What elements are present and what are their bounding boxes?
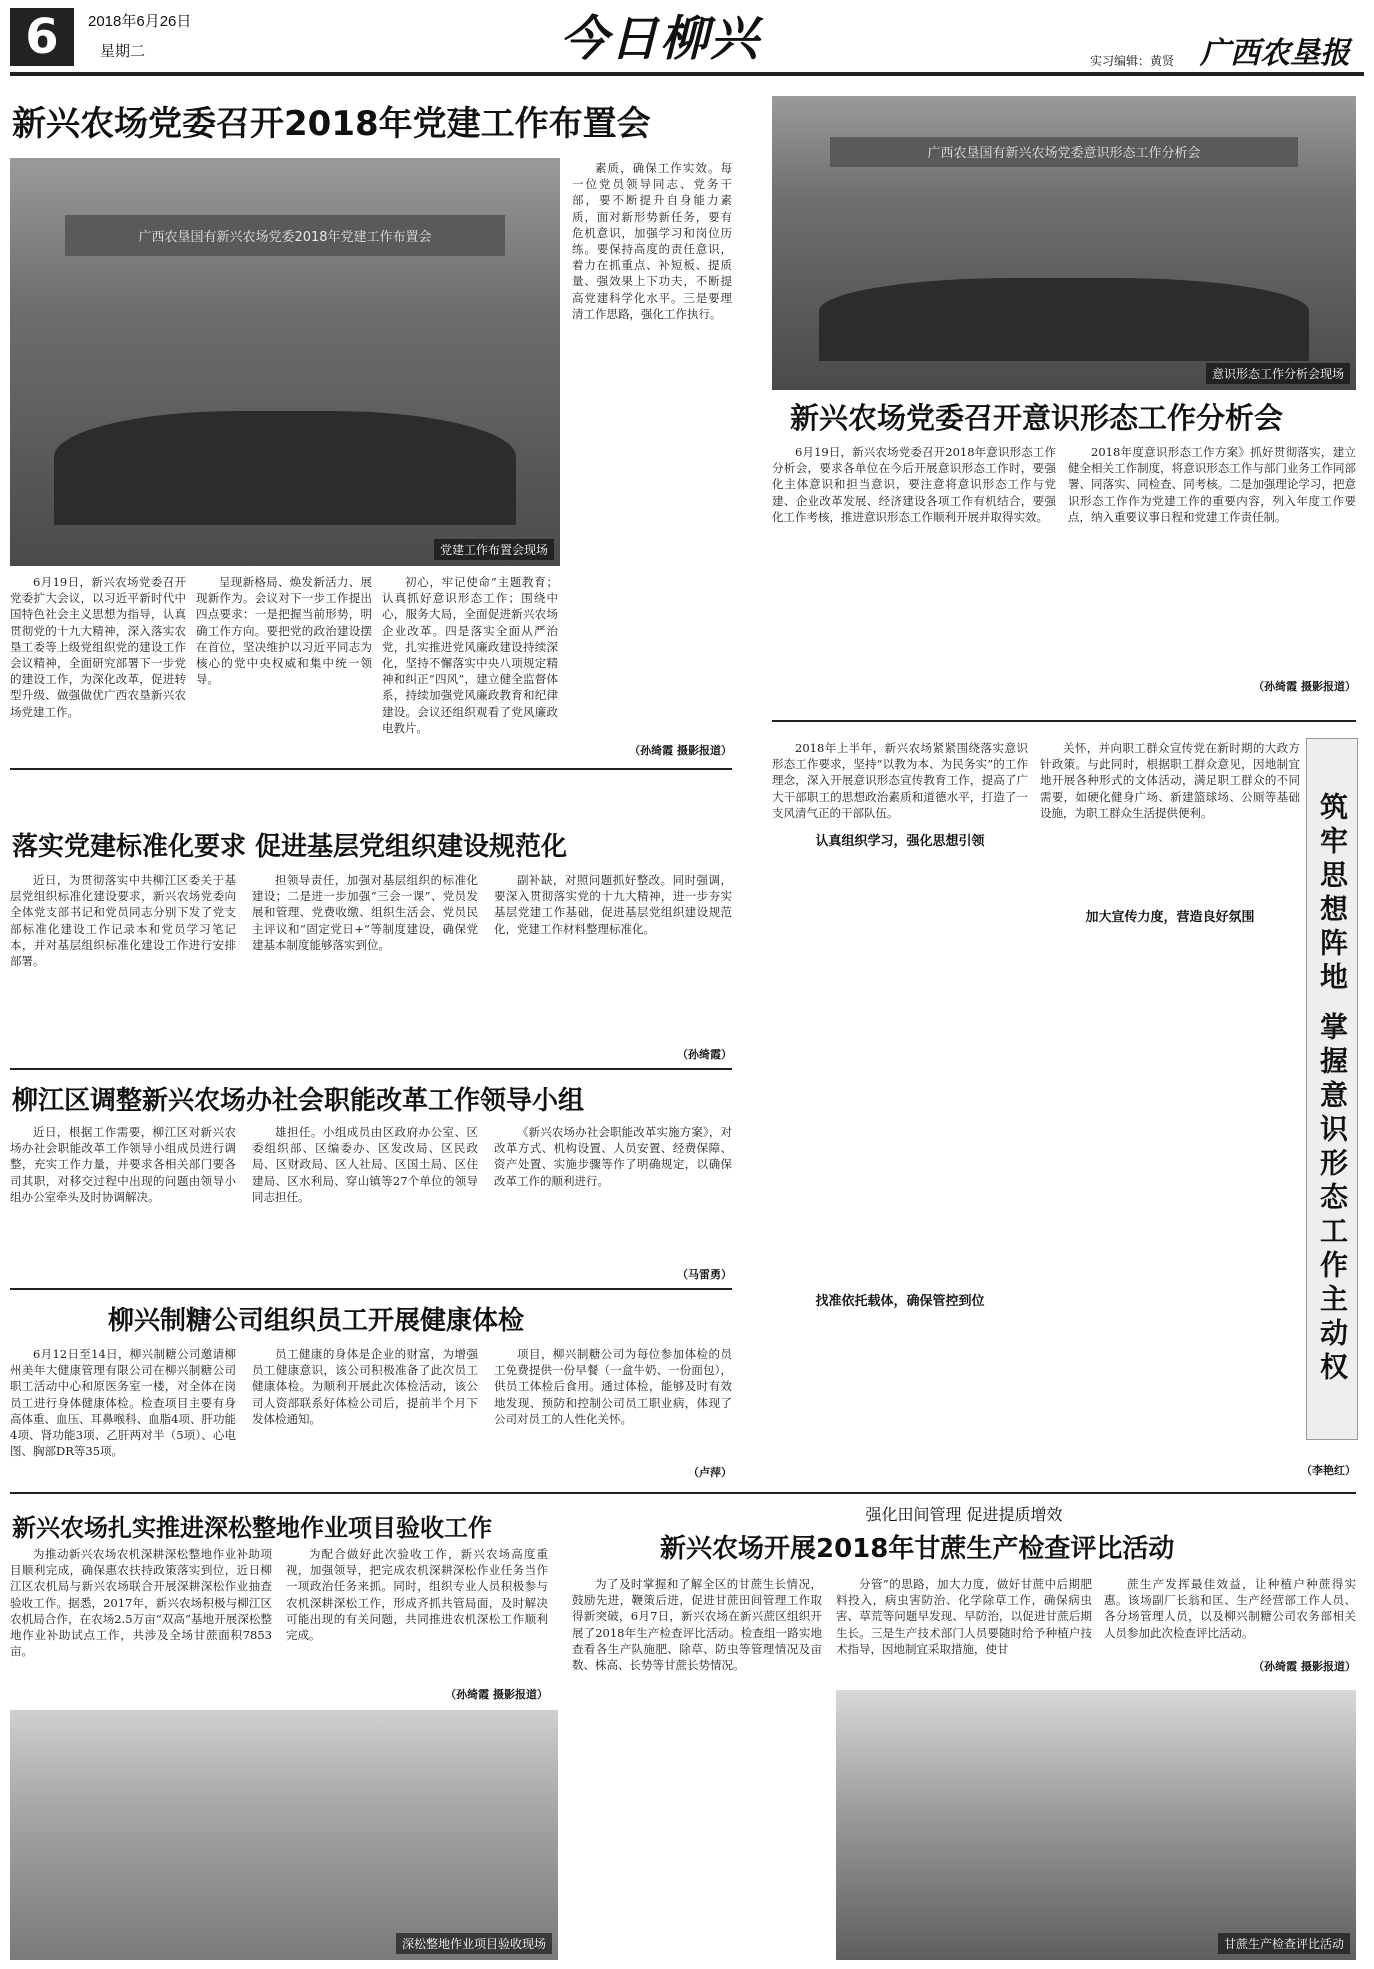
a7-col2-body	[1040, 928, 1300, 1448]
a1-photo-table	[54, 411, 516, 525]
a1-col3-text: 初心，牢记使命”主题教育；认真抓好意识形态工作；围绕中心，服务大局，全面促进新兴农场企业改革。四是落实全面从严治党，扎实推进党风廉政建设持续深化，坚持不懈落实中央八项规定精神和纠正“四风”，建立健全监督体系，持续加强党风廉政教育和纪律建设。会议还组织观看了党风廉政电教片。	[382, 575, 558, 734]
a5-col2	[252, 1346, 478, 1476]
a4-col2-text: 雄担任。小组成员由区政府办公室、区委组织部、区编委办、区发改局、区民政局、区财政局、区人社局、区国土局、区住建局、区水利局、穿山镇等27个单位的领导同志担任。	[252, 1125, 478, 1204]
a8-photo-caption: 甘蔗生产检查评比活动	[1218, 1933, 1350, 1954]
a3-rule	[10, 1068, 732, 1070]
a7-subhead-1: 认真组织学习，强化思想引领	[815, 834, 985, 849]
a1-col1	[10, 574, 186, 734]
a4-col1	[10, 1124, 236, 1264]
a2-photo-caption: 意识形态工作分析会现场	[1206, 363, 1350, 384]
a2-col1	[772, 444, 1056, 704]
a4-headline: 柳江区调整新兴农场办社会职能改革工作领导小组	[12, 1086, 585, 1116]
a5-rule	[10, 1492, 1356, 1494]
a2-byline: （孙绮霞 摄影报道）	[1253, 680, 1356, 693]
a1-headline: 新兴农场党委召开2018年党建工作布置会	[12, 104, 651, 144]
page-number: 6	[10, 8, 74, 66]
a1-rule	[10, 768, 732, 770]
a8-col1-text: 为了及时掌握和了解全区的甘蔗生长情况，鼓励先进，鞭策后进，促进甘蔗田间管理工作取得新突破，6月7日，新兴农场在新兴蔗区组织开展了2018年生产检查评比活动。检查组一路实地查看各生产队施肥、除草、防虫等管理情况及亩数、株高、长势等甘蔗长势情况。	[572, 1577, 822, 1673]
a8-col3-text: 蔗生产发挥最佳效益，让种植户种蔗得实惠。该场副厂长翁和匡、生产经营部工作人员、各分场管理人员，以及柳兴制糖公司农务部相关人员参加此次检查评比活动。	[1104, 1577, 1356, 1640]
a4-col2	[252, 1124, 478, 1264]
a7-col2-text: 关怀，并向职工群众宣传党在新时期的大政方针政策。与此同时，根据职工群众意见，因地制宜地开展各种形式的文体活动，满足职工群众的不同需要，如硬化健身广场、新建篮球场、公厕等基础设施，为职工群众生活提供便利。	[1040, 741, 1300, 820]
a1-col2-text: 呈现新格局、焕发新活力、展现新作为。会议对下一步工作提出四点要求：一是把握当前形势，明确工作方向。要把党的政治建设摆在首位，坚决维护以习近平同志为核心的党中央权威和集中统一领导。	[196, 575, 372, 687]
a6-headline: 新兴农场扎实推进深松整地作业项目验收工作	[12, 1514, 492, 1542]
a6-col1	[10, 1546, 272, 1696]
a7-col1-body-2	[772, 1312, 1028, 1480]
a2-col1-text: 6月19日，新兴农场党委召开2018年意识形态工作分析会，要求各单位在今后开展意识形态工作时，要强化主体意识和担当意识，要注意将意识形态工作与党建、企业改革发展、经济建设各项工作有机结合，要强化工作考核，推进意识形态工作顺利开展并取得实效。	[772, 445, 1056, 524]
a1-photo-banner: 广西农垦国有新兴农场党委2018年党建工作布置会	[65, 215, 505, 256]
a5-col3	[494, 1346, 732, 1456]
a4-byline: （马雷勇）	[677, 1268, 732, 1281]
paper-logo: 广西农垦报	[1200, 36, 1350, 71]
a7-subhead-3: 找准依托载体，确保管控到位	[815, 1294, 985, 1309]
a3-col2	[252, 872, 478, 1042]
a3-col2-text: 担领导责任，加强对基层组织的标准化建设；二是进一步加强“三会一课”、党员发展和管理、党费收缴、组织生活会、党员民主评议和“固定党日+”等制度建设，确保党建基本制度能够落实到位。	[252, 873, 478, 952]
a8-col3	[1104, 1576, 1356, 1652]
a4-col3	[494, 1124, 732, 1264]
issue-weekday: 星期二	[100, 43, 146, 60]
a6-col2-text: 为配合做好此次验收工作，新兴农场高度重视，加强领导，把完成农机深耕深松作业任务当作一项政治任务来抓。同时，组织专业人员积极参与农机深耕深松工作，形成齐抓共管局面，及时解决可能出现的有关问题，共同推进农机深松工作顺利完成。	[286, 1547, 548, 1643]
a8-col2-text: 分管”的思路，加大力度，做好甘蔗中后期肥料投入，病虫害防治、化学除草工作，确保病虫害、草荒等问题早发现、早防治，以促进甘蔗后期生长。三是生产技术部门人员要随时给予种植户技术指导，因地制宜采取措施，使甘	[836, 1577, 1092, 1656]
a1-side-column	[572, 160, 732, 720]
masthead-rule	[10, 72, 1364, 76]
a3-col1-text: 近日，为贯彻落实中共柳江区委关于基层党组织标准化建设要求，新兴农场党委向全体党支部书记和党员同志分别下发了党支部标准化建设工作记录本和党员学习笔记本，并对基层组织标准化建设工作进行安排部署。	[10, 873, 236, 969]
a4-rule	[10, 1288, 732, 1290]
a2-headline: 新兴农场党委召开意识形态工作分析会	[790, 401, 1284, 435]
a6-photo-caption: 深松整地作业项目验收现场	[396, 1933, 552, 1954]
a7-intro	[772, 740, 1028, 826]
a1-col2	[196, 574, 372, 734]
a5-col3-text: 项目，柳兴制糖公司为每位参加体检的员工免费提供一份早餐（一盒牛奶、一份面包），供员工体检后食用。通过体检，能够及时有效地发现、预防和控制公司员工职业病，体现了公司对员工的人性化关怀。	[494, 1347, 732, 1426]
a4-col3-text: 《新兴农场办社会职能改革实施方案》，对改革方式、机构设置、人员安置、经费保障、资产处置、实施步骤等作了明确规定，以确保改革工作的顺利进行。	[494, 1125, 732, 1188]
a4-col1-text: 近日，根据工作需要，柳江区对新兴农场办社会职能改革工作领导小组成员进行调整，充实工作力量，并要求各相关部门要各司其职，对移交过程中出现的问题由领导小组办公室牵头及时协调解决。	[10, 1125, 236, 1204]
a7-vertical-headline	[1306, 738, 1358, 1440]
a8-col1	[572, 1576, 822, 1956]
a5-col1	[10, 1346, 236, 1476]
a2-photo-table	[819, 278, 1310, 360]
a7-col1-text: 2018年上半年，新兴农场紧紧围绕落实意识形态工作要求，坚持“以教为本、为民务实”的工作理念，深入开展意识形态宣传教育工作，提高了广大干部职工的思想政治素质和道德水平，打造了一支风清气正的干部队伍。	[772, 741, 1028, 820]
a8-headline: 新兴农场开展2018年甘蔗生产检查评比活动	[660, 1534, 1175, 1564]
a8-kicker: 强化田间管理 促进提质增效	[865, 1505, 1063, 1524]
a6-byline: （孙绮霞 摄影报道）	[445, 1688, 548, 1701]
a2-photo-banner: 广西农垦国有新兴农场党委意识形态工作分析会	[830, 137, 1297, 166]
a1-photo	[10, 158, 560, 566]
a2-photo	[772, 96, 1356, 390]
a8-col2	[836, 1576, 1092, 1676]
a5-byline: （卢萍）	[688, 1466, 732, 1479]
a7-col2	[1040, 740, 1300, 900]
a5-headline: 柳兴制糖公司组织员工开展健康体检	[108, 1306, 525, 1336]
a3-col3-text: 副补缺，对照问题抓好整改。同时强调，要深入贯彻落实党的十九大精神，进一步夯实基层党建工作基础，促进基层党组织建设规范化，党建工作材料整理标准化。	[494, 873, 732, 936]
a2-col2	[1068, 444, 1356, 672]
a1-photo-caption: 党建工作布置会现场	[434, 539, 554, 560]
a6-col2	[286, 1546, 548, 1686]
a7-headline: 筑牢思想阵地 掌握意识形态工作主动权	[1316, 792, 1349, 1386]
issue-date: 2018年6月26日	[88, 13, 192, 30]
a5-col2-text: 员工健康的身体是企业的财富，为增强员工健康意识，该公司积极准备了此次员工健康体检。为顺利开展此次体检活动，该公司人资部联系好体检公司后，提前半个月下发体检通知。	[252, 1347, 478, 1426]
a7-subhead-2: 加大宣传力度，营造良好氛围	[1085, 910, 1255, 925]
a6-photo	[10, 1710, 558, 1960]
a8-byline: （孙绮霞 摄影报道）	[1253, 1660, 1356, 1673]
a2-col2-text: 2018年度意识形态工作方案》抓好贯彻落实，建立健全相关工作制度，将意识形态工作与部门业务工作同部署、同落实、同检查、同考核。二是加强理论学习，把意识形态工作作为党建工作的重要内容，列入年度工作要点，纳入重要议事日程和党建工作责任制。	[1068, 445, 1356, 524]
a3-col3	[494, 872, 732, 1042]
a3-col1	[10, 872, 236, 1042]
a2-rule	[772, 720, 1356, 722]
a1-byline: （孙绮霞 摄影报道）	[629, 744, 732, 757]
a6-col1-text: 为推动新兴农场农机深耕深松整地作业补助项目顺利完成，确保惠农扶持政策落实到位，近日柳江区农机局与新兴农场联合开展深耕深松作业抽查验收工作。据悉，2017年，新兴农场积极与柳江区农机局合作，在农场2.5万亩“双高”基地开展深松整地作业补助试点工作，共涉及全场甘蔗面积7853亩。	[10, 1547, 272, 1659]
a3-headline: 落实党建标准化要求 促进基层党组织建设规范化	[12, 832, 568, 862]
a1-col3	[382, 574, 558, 734]
editor-credit: 实习编辑：黄贤	[1090, 54, 1175, 68]
a1-side-text: 素质，确保工作实效。每一位党员领导同志、党务干部，要不断提升自身能力素质，面对新形势新任务，要有危机意识，加强学习和岗位历练。要保持高度的责任意识，着力在抓重点、补短板、提质量、强效果上下功夫，不断提高党建科学化水平。三是要理清工作思路，强化工作执行。	[572, 161, 732, 321]
a7-byline: （李艳红）	[1301, 1464, 1356, 1477]
a7-col1-body	[772, 852, 1028, 1282]
a3-byline: （孙绮霞）	[677, 1048, 732, 1061]
a8-photo	[836, 1690, 1356, 1960]
section-title: 今日柳兴	[560, 11, 761, 67]
a1-col1-text: 6月19日，新兴农场党委召开党委扩大会议，以习近平新时代中国特色社会主义思想为指导，认真贯彻党的十九大精神，深入落实农垦工委等上级党组织党的建设工作会议精神，全面研究部署下一步党的建设工作，为深化改革，促进转型升级、做强做优广西农垦新兴农场党建工作。	[10, 575, 186, 719]
a5-col1-text: 6月12日至14日，柳兴制糖公司邀请柳州美年大健康管理有限公司在柳兴制糖公司职工活动中心和原医务室一楼，对全体在岗员工进行身体健康体检。检查项目主要有身高体重、血压、耳鼻喉科、血脂4项、肝功能4项、肾功能3项、乙肝两对半（5项）、心电图、胸部DR等35项。	[10, 1347, 236, 1459]
